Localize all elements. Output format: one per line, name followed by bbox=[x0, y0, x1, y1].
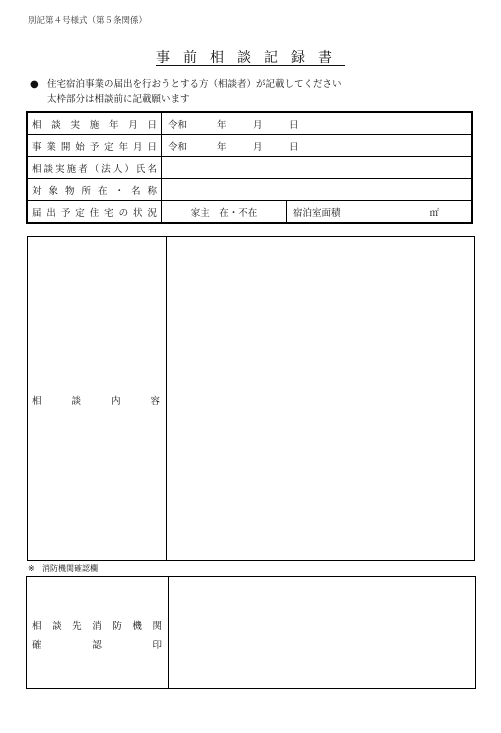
era-label: 令和 bbox=[168, 141, 188, 153]
instruction-line-2: 太枠部分は相談前に記載願います bbox=[47, 94, 190, 105]
room-area-unit-cell bbox=[379, 201, 472, 224]
consultant-field[interactable] bbox=[162, 157, 473, 179]
property-label-cell bbox=[27, 179, 162, 201]
property-field[interactable] bbox=[162, 179, 473, 201]
room-area-unit: ㎡ bbox=[429, 207, 439, 219]
table-row bbox=[27, 112, 472, 135]
fire-section-title: 消防機関確認欄 bbox=[42, 564, 98, 573]
instruction-line-1: 住宅宿泊事業の届出を行おうとする方（相談者）が記載してください bbox=[47, 79, 342, 90]
page-title: 事前相談記録書 bbox=[156, 50, 345, 66]
table-row bbox=[27, 201, 472, 224]
bullet-icon: ● bbox=[30, 79, 39, 90]
fire-label-cell bbox=[27, 577, 169, 688]
start-date-label: 事業開始予定年月日 bbox=[32, 141, 157, 153]
year-label: 年 bbox=[217, 141, 227, 153]
fire-stamp-field[interactable] bbox=[169, 577, 475, 688]
consult-content-label: 相談内容 bbox=[32, 396, 160, 407]
month-label: 月 bbox=[253, 141, 263, 153]
instructions bbox=[30, 77, 342, 107]
status-label-cell bbox=[27, 201, 162, 224]
room-area-field[interactable] bbox=[287, 201, 380, 224]
table-row bbox=[27, 135, 472, 157]
day-label: 日 bbox=[289, 141, 299, 153]
consult-content-field[interactable] bbox=[167, 237, 474, 560]
consult-content-label-cell bbox=[28, 237, 167, 560]
owner-presence-text: 家主 在・不在 bbox=[190, 207, 258, 219]
form-number: 別記第４号様式（第５条関係） bbox=[28, 16, 148, 26]
fire-label-line-2: 確認印 bbox=[32, 640, 162, 651]
owner-presence-field[interactable] bbox=[162, 201, 287, 224]
fire-label-line-1: 相談先消防機関 bbox=[32, 621, 162, 632]
applicant-info-table bbox=[26, 111, 473, 224]
start-date-field[interactable] bbox=[162, 135, 473, 157]
fire-section-heading bbox=[28, 563, 98, 574]
table-row bbox=[27, 157, 472, 179]
fire-confirmation-box bbox=[26, 576, 476, 689]
year-label: 年 bbox=[217, 119, 227, 131]
consult-date-label-cell bbox=[27, 112, 162, 135]
consult-date-label: 相談実施年月日 bbox=[32, 119, 157, 131]
consultant-label: 相談実施者（法人）氏名 bbox=[32, 163, 157, 175]
month-label: 月 bbox=[253, 119, 263, 131]
status-label: 届出予定住宅の状況 bbox=[32, 207, 157, 219]
note-mark: ※ bbox=[28, 564, 35, 573]
era-label: 令和 bbox=[168, 119, 188, 131]
consult-date-field[interactable] bbox=[162, 112, 473, 135]
consult-content-box bbox=[27, 236, 475, 561]
room-area-label: 宿泊室面積 bbox=[293, 207, 341, 219]
day-label: 日 bbox=[289, 119, 299, 131]
consultant-label-cell bbox=[27, 157, 162, 179]
table-row bbox=[27, 179, 472, 201]
property-label: 対象物所在・名称 bbox=[32, 185, 157, 197]
start-date-label-cell bbox=[27, 135, 162, 157]
